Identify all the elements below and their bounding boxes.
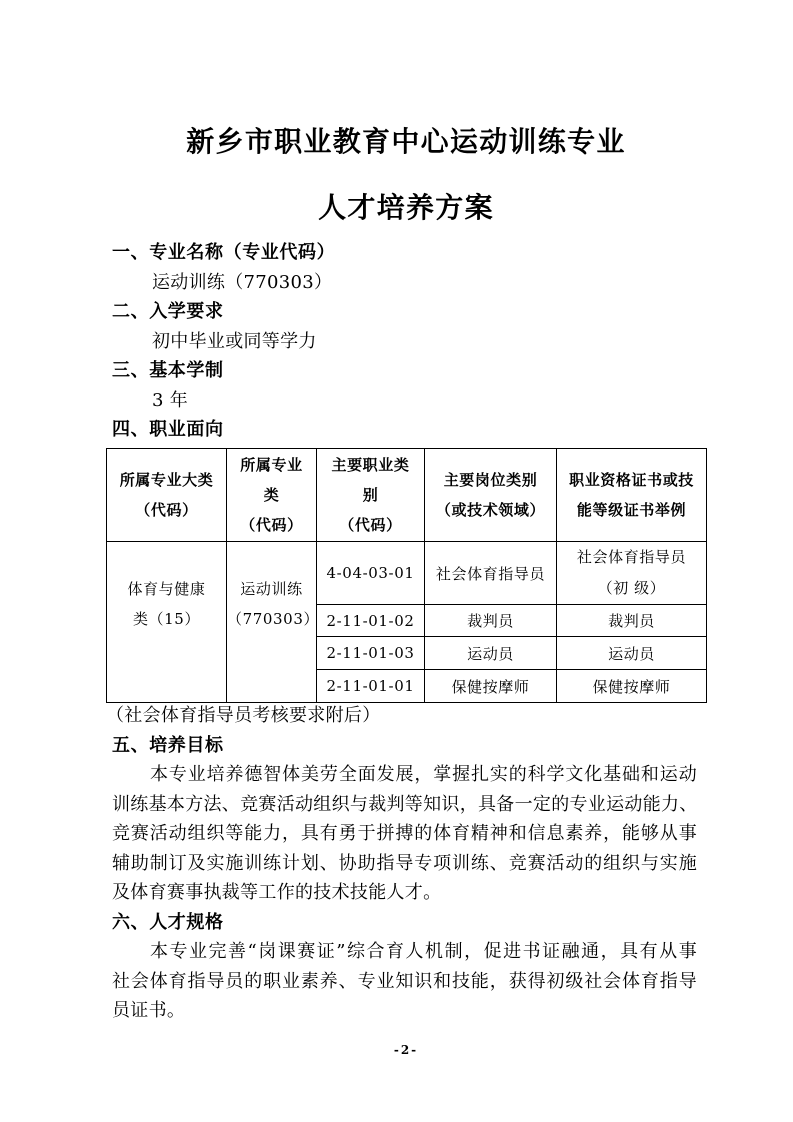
header-line: 主要岗位类别 — [443, 471, 538, 489]
cell-line: 体育与健康 — [127, 580, 206, 598]
header-line: （代码） — [240, 516, 303, 534]
header-line: （代码） — [339, 516, 402, 534]
certificate-cell: 运动员 — [557, 637, 707, 670]
table-row — [107, 542, 707, 605]
section-heading-training-goal: 五、培养目标 — [112, 734, 224, 756]
header-line: 主要职业类 — [331, 456, 410, 474]
training-goal-line: 及体育赛事执裁等工作的技术技能人才。 — [112, 882, 442, 903]
header-line: （代码） — [135, 501, 198, 519]
training-goal-line: 辅助制订及实施训练计划、协助指导专项训练、竞赛活动的组织与实施 — [112, 852, 697, 874]
table-header-cell — [107, 449, 227, 542]
header-line: 职业资格证书或技 — [569, 471, 694, 489]
section-heading-admission: 二、入学要求 — [112, 301, 224, 322]
header-line: （或技术领域） — [435, 501, 546, 519]
position-cell: 社会体育指导员 — [425, 542, 557, 605]
occupation-code-cell: 2-11-01-01 — [317, 670, 425, 703]
sections-basic-info — [112, 238, 697, 445]
duration-text: 3 年 — [152, 389, 189, 411]
document-subtitle: 人才培养方案 — [318, 191, 494, 224]
header-line: 能等级证书举例 — [576, 501, 687, 519]
occupation-code-cell: 4-04-03-01 — [317, 542, 425, 605]
position-cell: 运动员 — [425, 637, 557, 670]
table-header-cell — [317, 449, 425, 542]
certificate-cell: 裁判员 — [557, 605, 707, 637]
training-goal-line: 竞赛活动组织等能力，具有勇于拼搏的体育精神和信息素养，能够从事 — [112, 823, 697, 844]
certificate-cell: 保健按摩师 — [557, 670, 707, 703]
training-goal-line: 本专业培养德智体美劳全面发展，掌握扎实的科学文化基础和运动 — [150, 764, 697, 785]
page-number: -2- — [393, 1043, 419, 1057]
header-line: 类 — [263, 486, 280, 504]
major-name-text: 运动训练（770303） — [152, 271, 333, 293]
certificate-cell — [557, 542, 707, 605]
talent-spec-line: 员证书。 — [112, 1000, 186, 1021]
talent-spec-line: 社会体育指导员的职业素养、专业知识和技能，获得初级社会体育指导 — [112, 970, 697, 992]
document-title: 新乡市职业教育中心运动训练专业 — [186, 125, 626, 158]
table-header-cell — [557, 449, 707, 542]
table-header-cell — [227, 449, 317, 542]
header-line: 别 — [362, 486, 379, 504]
cell-line: 社会体育指导员 — [576, 548, 687, 566]
career-table-wrapper — [106, 448, 706, 703]
header-line: 所属专业大类 — [119, 471, 214, 489]
talent-spec-line: 本专业完善“岗课赛证”综合育人机制，促进书证融通，具有从事 — [150, 941, 697, 962]
position-cell: 保健按摩师 — [425, 670, 557, 703]
table-header-row — [107, 449, 707, 542]
section-heading-talent-spec: 六、人才规格 — [112, 911, 224, 933]
career-table — [106, 448, 707, 703]
position-cell: 裁判员 — [425, 605, 557, 637]
major-category-cell — [107, 542, 227, 703]
sections-goals-specs — [106, 701, 698, 1026]
occupation-code-cell: 2-11-01-03 — [317, 637, 425, 670]
cell-line: 类（15） — [132, 610, 201, 628]
section-heading-career: 四、职业面向 — [112, 419, 224, 440]
training-goal-line: 训练基本方法、竞赛活动组织与裁判等知识，具备一定的专业运动能力、 — [112, 793, 698, 815]
section-heading-duration: 三、基本学制 — [112, 360, 224, 381]
cell-line: （初 级） — [597, 579, 666, 597]
cell-line: （770303） — [227, 610, 320, 628]
admission-text: 初中毕业或同等学力 — [152, 330, 317, 352]
major-subcategory-cell — [227, 542, 320, 703]
cell-line: 运动训练 — [240, 580, 303, 598]
table-header-cell — [425, 449, 557, 542]
section-heading-major-name: 一、专业名称（专业代码） — [112, 242, 336, 263]
header-line: 所属专业 — [240, 456, 303, 474]
occupation-code-cell: 2-11-01-02 — [317, 605, 425, 637]
table-note: （社会体育指导员考核要求附后） — [106, 705, 381, 726]
